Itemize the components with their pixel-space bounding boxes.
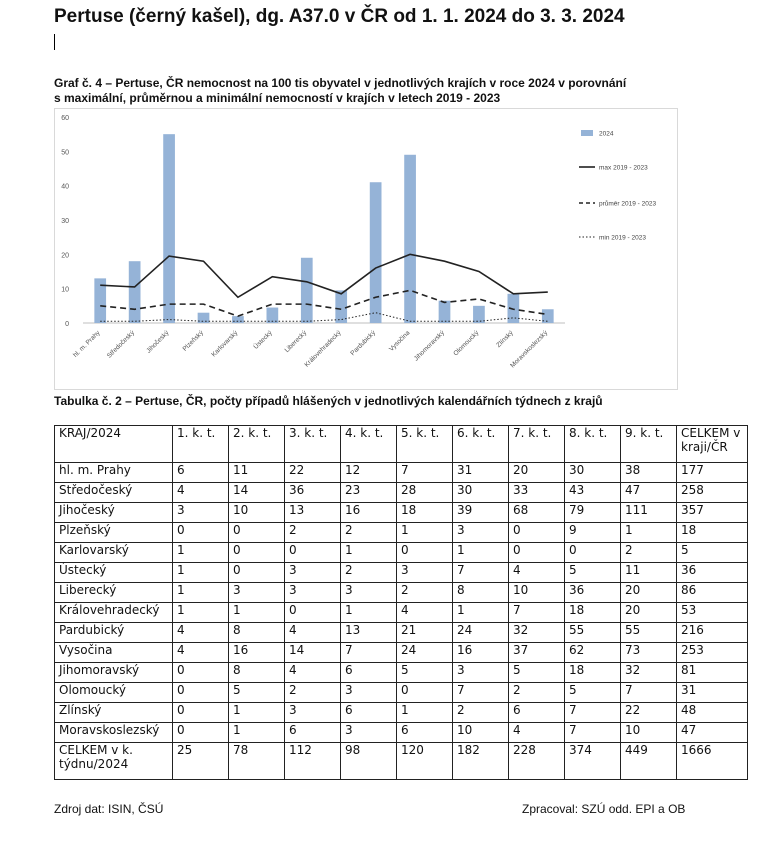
case-count-cell: 1 (229, 603, 285, 623)
y-tick-label: 40 (61, 183, 69, 191)
case-count-cell: 4 (285, 623, 341, 643)
case-count-cell: 3 (397, 563, 453, 583)
region-name-cell: Jihomoravský (55, 663, 173, 683)
table-row (55, 723, 748, 743)
case-count-cell: 16 (453, 643, 509, 663)
y-tick-label: 50 (61, 149, 69, 157)
table-total-row (55, 743, 748, 780)
total-count-cell: 25 (173, 743, 229, 780)
case-count-cell: 0 (397, 683, 453, 703)
case-count-cell: 30 (453, 483, 509, 503)
y-tick-label: 60 (61, 115, 69, 122)
case-count-cell: 3 (229, 583, 285, 603)
region-name-cell: Ústecký (55, 563, 173, 583)
case-count-cell: 177 (677, 463, 748, 483)
case-count-cell: 3 (285, 583, 341, 603)
case-count-cell: 3 (173, 503, 229, 523)
case-count-cell: 32 (621, 663, 677, 683)
x-category-label: Královehradecký (303, 329, 343, 369)
region-name-cell: Plzeňský (55, 523, 173, 543)
case-count-cell: 33 (509, 483, 565, 503)
case-count-cell: 4 (397, 603, 453, 623)
case-count-cell: 8 (229, 623, 285, 643)
total-label-cell: CELKEM v k. týdnu/2024 (55, 743, 173, 780)
graph-caption (54, 76, 694, 106)
column-header: 2. k. t. (229, 426, 285, 463)
case-count-cell: 22 (621, 703, 677, 723)
graph-caption-line-1: Graf č. 4 – Pertuse, ČR nemocnost na 100 tis obyvatel v jednotlivých krajích v roce 2024 v porovnání (54, 76, 627, 90)
case-count-cell: 6 (397, 723, 453, 743)
case-count-cell: 2 (621, 543, 677, 563)
case-count-cell: 73 (621, 643, 677, 663)
case-count-cell: 7 (509, 603, 565, 623)
case-count-cell: 8 (229, 663, 285, 683)
region-name-cell: Zlínský (55, 703, 173, 723)
x-category-label: Ústecký (252, 329, 274, 351)
case-count-cell: 32 (509, 623, 565, 643)
case-count-cell: 53 (677, 603, 748, 623)
case-count-cell: 81 (677, 663, 748, 683)
case-count-cell: 18 (565, 663, 621, 683)
case-count-cell: 1 (341, 603, 397, 623)
case-count-cell: 2 (285, 523, 341, 543)
case-count-cell: 37 (509, 643, 565, 663)
case-count-cell: 1 (453, 603, 509, 623)
column-header: CELKEM v kraji/ČR (677, 426, 748, 463)
legend-label: 2024 (599, 130, 614, 138)
case-count-cell: 4 (173, 643, 229, 663)
case-count-cell: 5 (509, 663, 565, 683)
text-cursor (54, 34, 55, 50)
case-count-cell: 43 (565, 483, 621, 503)
case-count-cell: 20 (509, 463, 565, 483)
case-count-cell: 7 (453, 683, 509, 703)
total-count-cell: 228 (509, 743, 565, 780)
case-count-cell: 1 (621, 523, 677, 543)
case-count-cell: 7 (621, 683, 677, 703)
case-count-cell: 1 (173, 563, 229, 583)
case-count-cell: 6 (341, 663, 397, 683)
case-count-cell: 357 (677, 503, 748, 523)
case-count-cell: 0 (285, 543, 341, 563)
case-count-cell: 1 (341, 543, 397, 563)
case-count-cell: 0 (565, 543, 621, 563)
case-count-cell: 0 (229, 523, 285, 543)
column-header: 4. k. t. (341, 426, 397, 463)
case-count-cell: 23 (341, 483, 397, 503)
case-count-cell: 36 (677, 563, 748, 583)
case-count-cell: 8 (453, 583, 509, 603)
bar-2024 (370, 182, 382, 323)
column-header: 6. k. t. (453, 426, 509, 463)
case-count-cell: 3 (285, 563, 341, 583)
case-count-cell: 3 (453, 523, 509, 543)
column-header: 9. k. t. (621, 426, 677, 463)
region-name-cell: Olomoucký (55, 683, 173, 703)
total-count-cell: 120 (397, 743, 453, 780)
case-count-cell: 5 (677, 543, 748, 563)
bar-2024 (439, 301, 451, 323)
case-count-cell: 22 (285, 463, 341, 483)
case-count-cell: 12 (341, 463, 397, 483)
table-row (55, 523, 748, 543)
case-count-cell: 1 (173, 543, 229, 563)
case-count-cell: 5 (565, 563, 621, 583)
legend-swatch-bar (581, 130, 593, 136)
case-count-cell: 13 (341, 623, 397, 643)
case-count-cell: 3 (453, 663, 509, 683)
case-count-cell: 55 (565, 623, 621, 643)
case-count-cell: 18 (397, 503, 453, 523)
case-count-cell: 1 (397, 703, 453, 723)
legend-label: max 2019 - 2023 (599, 164, 648, 172)
case-count-cell: 6 (509, 703, 565, 723)
case-count-cell: 0 (173, 723, 229, 743)
case-count-cell: 18 (565, 603, 621, 623)
x-category-label: Pardubický (349, 329, 378, 358)
region-name-cell: Středočeský (55, 483, 173, 503)
incidence-chart (54, 108, 678, 390)
case-count-cell: 1 (397, 523, 453, 543)
weekly-cases-table (54, 425, 748, 780)
case-count-cell: 2 (341, 523, 397, 543)
bar-2024 (163, 134, 175, 323)
case-count-cell: 11 (229, 463, 285, 483)
column-header: 3. k. t. (285, 426, 341, 463)
x-category-label: Vysočina (388, 329, 412, 353)
case-count-cell: 1 (229, 723, 285, 743)
x-category-label: hl. m. Prahy (72, 329, 102, 359)
case-count-cell: 2 (453, 703, 509, 723)
case-count-cell: 7 (341, 643, 397, 663)
total-count-cell: 374 (565, 743, 621, 780)
region-name-cell: Moravskoslezský (55, 723, 173, 743)
case-count-cell: 2 (397, 583, 453, 603)
case-count-cell: 68 (509, 503, 565, 523)
total-count-cell: 112 (285, 743, 341, 780)
case-count-cell: 1 (453, 543, 509, 563)
case-count-cell: 47 (621, 483, 677, 503)
case-count-cell: 5 (565, 683, 621, 703)
legend-label: min 2019 - 2023 (599, 234, 646, 242)
case-count-cell: 3 (285, 703, 341, 723)
column-header: 1. k. t. (173, 426, 229, 463)
case-count-cell: 4 (173, 483, 229, 503)
case-count-cell: 0 (173, 703, 229, 723)
case-count-cell: 24 (453, 623, 509, 643)
region-name-cell: hl. m. Prahy (55, 463, 173, 483)
case-count-cell: 18 (677, 523, 748, 543)
case-count-cell: 7 (453, 563, 509, 583)
table-row (55, 483, 748, 503)
case-count-cell: 1 (173, 603, 229, 623)
table-row (55, 563, 748, 583)
table-caption: Tabulka č. 2 – Pertuse, ČR, počty případů hlášených v jednotlivých kalendářních týdnech z krajů (54, 394, 603, 408)
table-row (55, 683, 748, 703)
table-row (55, 643, 748, 663)
case-count-cell: 20 (621, 583, 677, 603)
bar-2024 (301, 258, 313, 323)
case-count-cell: 6 (285, 723, 341, 743)
x-category-label: Moravskoslezský (509, 329, 550, 370)
region-name-cell: Vysočina (55, 643, 173, 663)
region-name-cell: Jihočeský (55, 503, 173, 523)
bar-2024 (267, 308, 279, 323)
x-category-label: Středočeský (105, 329, 137, 360)
x-category-label: Olomoucký (452, 329, 481, 358)
case-count-cell: 62 (565, 643, 621, 663)
case-count-cell: 216 (677, 623, 748, 643)
case-count-cell: 39 (453, 503, 509, 523)
total-count-cell: 78 (229, 743, 285, 780)
case-count-cell: 1 (173, 583, 229, 603)
case-count-cell: 21 (397, 623, 453, 643)
case-count-cell: 258 (677, 483, 748, 503)
y-tick-label: 0 (65, 321, 69, 328)
case-count-cell: 0 (173, 663, 229, 683)
case-count-cell: 6 (341, 703, 397, 723)
case-count-cell: 4 (509, 723, 565, 743)
table-row (55, 543, 748, 563)
case-count-cell: 5 (229, 683, 285, 703)
case-count-cell: 0 (509, 523, 565, 543)
case-count-cell: 7 (565, 723, 621, 743)
case-count-cell: 55 (621, 623, 677, 643)
case-count-cell: 3 (341, 723, 397, 743)
bar-2024 (473, 306, 485, 323)
x-category-label: Plzeňský (181, 329, 205, 353)
bar-2024 (335, 290, 347, 323)
table-row (55, 583, 748, 603)
total-count-cell: 449 (621, 743, 677, 780)
column-header: 5. k. t. (397, 426, 453, 463)
case-count-cell: 10 (453, 723, 509, 743)
case-count-cell: 13 (285, 503, 341, 523)
case-count-cell: 36 (565, 583, 621, 603)
case-count-cell: 31 (453, 463, 509, 483)
x-category-label: Karlovarský (210, 329, 240, 359)
case-count-cell: 2 (509, 683, 565, 703)
column-header: 7. k. t. (509, 426, 565, 463)
y-tick-label: 20 (61, 252, 69, 260)
case-count-cell: 47 (677, 723, 748, 743)
case-count-cell: 10 (509, 583, 565, 603)
case-count-cell: 14 (285, 643, 341, 663)
page-title: Pertuse (černý kašel), dg. A37.0 v ČR od 1. 1. 2024 do 3. 3. 2024 (54, 6, 625, 27)
table-row (55, 703, 748, 723)
column-header: 8. k. t. (565, 426, 621, 463)
total-count-cell: 98 (341, 743, 397, 780)
case-count-cell: 4 (285, 663, 341, 683)
legend-label: průměr 2019 - 2023 (599, 200, 657, 208)
region-name-cell: Karlovarský (55, 543, 173, 563)
case-count-cell: 28 (397, 483, 453, 503)
source-note: Zdroj dat: ISIN, ČSÚ (54, 802, 164, 816)
case-count-cell: 16 (341, 503, 397, 523)
case-count-cell: 3 (341, 683, 397, 703)
table-row (55, 623, 748, 643)
case-count-cell: 30 (565, 463, 621, 483)
case-count-cell: 24 (397, 643, 453, 663)
case-count-cell: 10 (229, 503, 285, 523)
case-count-cell: 20 (621, 603, 677, 623)
region-name-cell: Pardubický (55, 623, 173, 643)
case-count-cell: 2 (341, 563, 397, 583)
case-count-cell: 48 (677, 703, 748, 723)
y-tick-label: 10 (61, 286, 69, 294)
y-tick-label: 30 (61, 218, 69, 225)
x-category-label: Zlínský (495, 329, 515, 349)
case-count-cell: 86 (677, 583, 748, 603)
case-count-cell: 4 (509, 563, 565, 583)
chart-svg (55, 109, 677, 389)
case-count-cell: 7 (397, 463, 453, 483)
x-category-label: Liberecký (283, 329, 309, 355)
case-count-cell: 0 (285, 603, 341, 623)
column-header: KRAJ/2024 (55, 426, 173, 463)
case-count-cell: 31 (677, 683, 748, 703)
case-count-cell: 0 (173, 683, 229, 703)
case-count-cell: 36 (285, 483, 341, 503)
processed-by-note: Zpracoval: SZÚ odd. EPI a OB (522, 802, 686, 816)
case-count-cell: 111 (621, 503, 677, 523)
case-count-cell: 0 (509, 543, 565, 563)
case-count-cell: 38 (621, 463, 677, 483)
case-count-cell: 0 (229, 543, 285, 563)
case-count-cell: 14 (229, 483, 285, 503)
table-row (55, 663, 748, 683)
case-count-cell: 3 (341, 583, 397, 603)
case-count-cell: 0 (173, 523, 229, 543)
region-name-cell: Královehradecký (55, 603, 173, 623)
case-count-cell: 16 (229, 643, 285, 663)
total-count-cell: 1666 (677, 743, 748, 780)
case-count-cell: 0 (397, 543, 453, 563)
case-count-cell: 9 (565, 523, 621, 543)
case-count-cell: 79 (565, 503, 621, 523)
bar-2024 (404, 155, 416, 323)
case-count-cell: 253 (677, 643, 748, 663)
table-row (55, 463, 748, 483)
graph-caption-line-2: s maximální, průměrnou a minimální nemocností v krajích v letech 2019 - 2023 (54, 91, 501, 105)
table-header-row (55, 426, 748, 463)
table-row (55, 503, 748, 523)
case-count-cell: 4 (173, 623, 229, 643)
bar-2024 (129, 261, 141, 323)
region-name-cell: Liberecký (55, 583, 173, 603)
case-count-cell: 2 (285, 683, 341, 703)
case-count-cell: 5 (397, 663, 453, 683)
case-count-cell: 10 (621, 723, 677, 743)
x-category-label: Jihočeský (145, 329, 171, 355)
case-count-cell: 7 (565, 703, 621, 723)
bar-2024 (232, 316, 244, 323)
total-count-cell: 182 (453, 743, 509, 780)
case-count-cell: 11 (621, 563, 677, 583)
x-category-label: Jihomoravský (412, 329, 446, 363)
case-count-cell: 1 (229, 703, 285, 723)
case-count-cell: 6 (173, 463, 229, 483)
case-count-cell: 0 (229, 563, 285, 583)
table-row (55, 603, 748, 623)
